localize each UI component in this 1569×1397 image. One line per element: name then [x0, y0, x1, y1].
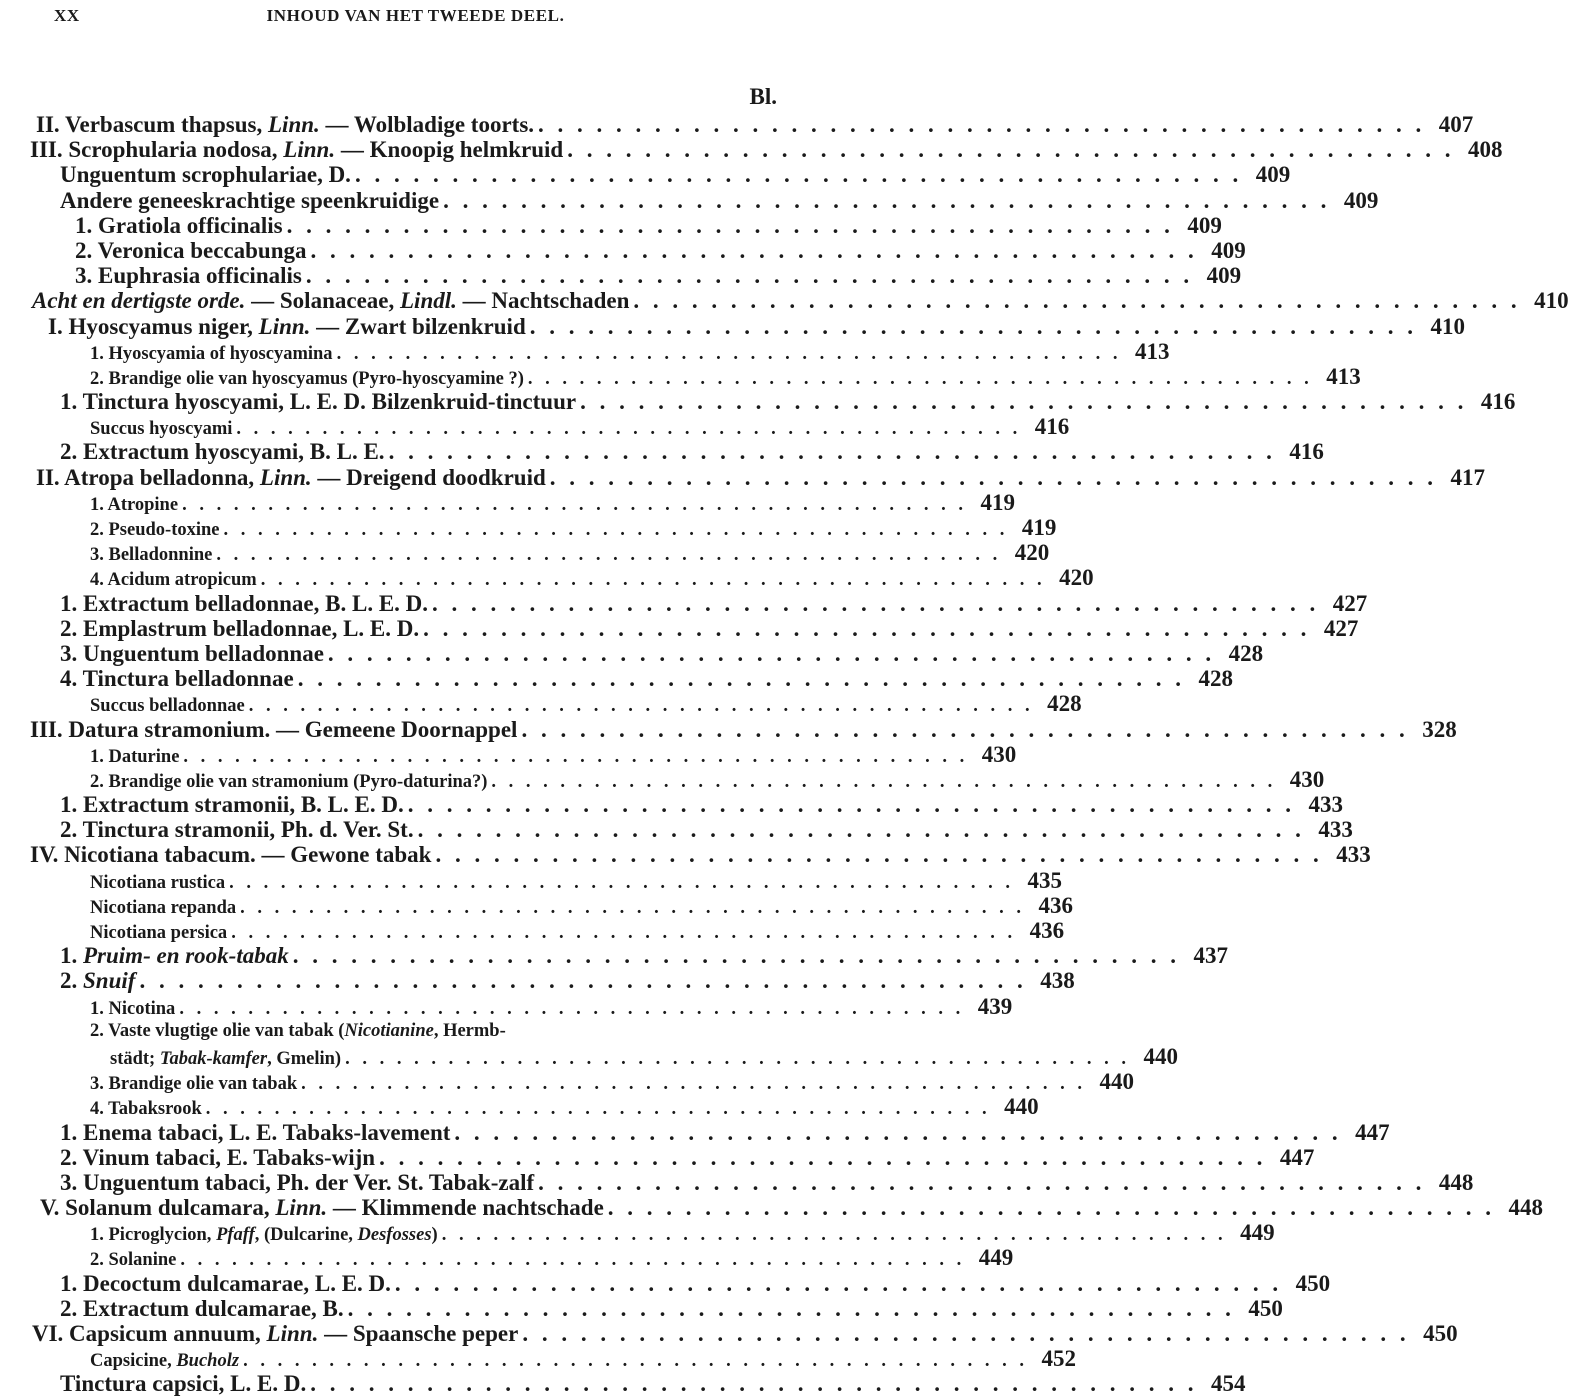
dot-leader: . . . . . . . . . . . . . . . . . . . . . . . . . . . . . . . . . . . . . . . . . . . . . .	[529, 313, 1417, 339]
toc-entry-page: 447	[1355, 1119, 1390, 1145]
dot-leader: . . . . . . . . . . . . . . . . . . . . . . . . . . . . . . . . . . . . . . . . . . . . . .	[223, 520, 1009, 540]
dot-leader: . . . . . . . . . . . . . . . . . . . . . . . . . . . . . . . . . . . . . . . . . . . . . .	[394, 1270, 1283, 1296]
toc-entry	[0, 918, 1065, 943]
toc-entry-text: Bucholz	[176, 1351, 240, 1372]
toc-entry-text: II. Verbascum thapsus,	[36, 112, 268, 137]
toc-entry-text: Linn.	[258, 313, 311, 339]
toc-entry	[0, 1371, 1246, 1397]
dot-leader: . . . . . . . . . . . . . . . . . . . . . . . . . . . . . . . . . . . . . . . . . . . . . .	[432, 590, 1320, 616]
toc-entry-text: 1. Extractum stramonii, B. L. E. D.	[60, 792, 404, 818]
toc-entry-label	[60, 1371, 306, 1396]
toc-entry	[0, 1019, 801, 1044]
toc-entry	[0, 1220, 1275, 1246]
toc-entry	[0, 741, 1017, 767]
toc-entry	[0, 1295, 1283, 1321]
toc-entry-text: 1. Nicotina	[90, 998, 176, 1019]
toc-entry-page: 408	[1467, 137, 1503, 163]
toc-entry-text: III. Datura stramonium. — Gemeene Doornappel	[30, 716, 518, 742]
toc-entry-page: 413	[1134, 338, 1170, 364]
toc-entry-page: 413	[1326, 363, 1361, 389]
toc-entry-page: 448	[1508, 1195, 1544, 1221]
toc-entry-text: 3. Unguentum belladonnae	[60, 640, 324, 666]
table-of-contents	[0, 112, 1569, 1397]
dot-leader: . . . . . . . . . . . . . . . . . . . . . . . . . . . . . . . . . . . . . . . . . . . . . .	[179, 998, 965, 1019]
dot-leader: . . . . . . . . . . . . . . . . . . . . . . . . . . . . . . . . . . . . . . . . . . . . . .	[441, 1225, 1227, 1246]
toc-entry-text: — Zwart bilzenkruid	[310, 313, 526, 339]
dot-leader: . . . . . . . . . . . . . . . . . . . . . . . . . . . . . . . . . . . . . . . . . . . . . .	[240, 897, 1026, 918]
dot-leader: . . . . . . . . . . . . . . . . . . . . . . . . . . . . . . . . . . . . . . . . . . . . . .	[310, 237, 1198, 263]
toc-entry-text: Pfaff	[216, 1225, 255, 1246]
dot-leader: . . . . . . . . . . . . . . . . . . . . . . . . . . . . . . . . . . . . . . . . . . . . . .	[183, 746, 969, 767]
dot-leader: . . . . . . . . . . . . . . . . . . . . . . . . . . . . . . . . . . . . . . . . . . . . . .	[305, 263, 1194, 289]
toc-entry-page: 409	[1343, 187, 1379, 213]
toc-entry-text: — Solanaceae,	[245, 288, 400, 314]
dot-leader: . . . . . . . . . . . . . . . . . . . . . . . . . . . . . . . . . . . . . . . . . . . . . .	[297, 666, 1185, 692]
toc-entry-label	[75, 263, 302, 288]
dot-leader: . . . . . . . . . . . . . . . . . . . . . . . . . . . . . . . . . . . . . . . . . . . . . .	[229, 872, 1015, 893]
toc-entry-page: 428	[1228, 640, 1264, 666]
toc-entry-label	[60, 591, 428, 616]
toc-entry-page: 450	[1295, 1270, 1331, 1296]
toc-entry-text: 2. Brandige olie van hyoscyamus (Pyro-hyoscyamine ?)	[90, 368, 524, 389]
dot-leader: . . . . . . . . . . . . . . . . . . . . . . . . . . . . . . . . . . . . . . . . . . . . . .	[443, 187, 1331, 213]
toc-entry-page: 449	[1240, 1220, 1275, 1246]
toc-entry-page: 419	[980, 489, 1015, 515]
toc-entry-text: , Hermb-	[433, 1020, 506, 1041]
toc-entry-label	[60, 641, 324, 666]
toc-entry-text: IV. Nicotiana tabacum. — Gewone tabak	[30, 842, 432, 868]
dot-leader: . . . . . . . . . . . . . . . . . . . . . . . . . . . . . . . . . . . . . . . . . . . . . .	[607, 1195, 1496, 1221]
toc-entry	[0, 590, 1368, 616]
toc-entry-text: , (Dulcarine,	[254, 1225, 358, 1246]
toc-entry-text: 2.	[60, 968, 83, 994]
toc-entry-text: Unguentum scrophulariae, D.	[60, 162, 351, 188]
toc-entry-label	[60, 666, 294, 691]
toc-entry	[0, 1321, 1458, 1346]
toc-entry-page: 448	[1438, 1169, 1474, 1195]
toc-entry-label	[75, 213, 283, 238]
toc-entry	[0, 414, 1070, 440]
toc-entry-text: Nicotiana persica	[90, 923, 228, 943]
toc-entry-text: Andere geneeskrachtige speenkruidige	[60, 187, 440, 213]
toc-entry-page: 454	[1210, 1371, 1246, 1397]
toc-entry-label	[36, 112, 534, 137]
toc-entry-page: 410	[1534, 288, 1569, 314]
toc-entry-text: Snuif	[83, 968, 136, 994]
toc-entry-label	[30, 137, 563, 162]
toc-entry	[0, 842, 1371, 868]
toc-entry-text: Linn.	[283, 137, 336, 163]
toc-entry	[0, 263, 1242, 289]
toc-entry	[0, 112, 1474, 137]
toc-entry-text: 2. Vinum tabaci, E. Tabaks-wijn	[60, 1144, 376, 1170]
toc-entry-text: — Wolbladige toorts.	[319, 112, 535, 137]
toc-entry-text: 4. Tinctura belladonnae	[60, 666, 294, 692]
dot-leader: . . . . . . . . . . . . . . . . . . . . . . . . . . . . . . . . . . . . . . . . . . . . . .	[423, 615, 1311, 641]
toc-entry-page: 430	[981, 741, 1017, 767]
dot-leader: . . . . . . . . . . . . . . . . . . . . . . . . . . . . . . . . . . . . . . . . . . . . . .	[580, 389, 1468, 415]
toc-entry	[0, 1144, 1315, 1170]
toc-entry-text: Tabak-kamfer	[159, 1048, 268, 1069]
toc-entry-label	[60, 1170, 534, 1195]
toc-entry-page: 430	[1289, 766, 1325, 792]
toc-entry-page: 438	[1040, 968, 1075, 994]
dot-leader: . . . . . . . . . . . . . . . . . . . . . . . . . . . . . . . . . . . . . . . . . . . . . .	[527, 368, 1313, 389]
toc-entry-text: 2. Brandige olie van stramonium (Pyro-daturina?)	[90, 771, 488, 792]
toc-entry-text: 4. Tabaksrook	[90, 1099, 202, 1120]
toc-entry-text: — Dreigend doodkruid	[311, 464, 546, 490]
toc-entry-page: 416	[1034, 414, 1070, 440]
toc-entry-label	[60, 1145, 375, 1170]
toc-entry	[0, 615, 1359, 641]
toc-entry-label	[60, 1120, 450, 1145]
toc-entry-text: )	[431, 1225, 438, 1246]
dot-leader: . . . . . . . . . . . . . . . . . . . . . . . . . . . . . . . . . . . . . . . . . . . . . .	[347, 1295, 1235, 1321]
toc-entry-label	[60, 188, 439, 213]
toc-entry-page: 409	[1206, 263, 1242, 289]
toc-entry-text: 1. Daturine	[90, 746, 180, 767]
dot-leader: . . . . . . . . . . . . . . . . . . . . . . . . . . . . . . . . . . . . . . . . . . . . . .	[454, 1119, 1342, 1145]
toc-entry-text: Acht en dertigste orde.	[32, 288, 246, 314]
toc-entry-text: I. Hyoscyamus niger,	[48, 313, 259, 339]
toc-entry-page: 428	[1047, 691, 1082, 717]
toc-entry-label	[30, 717, 517, 742]
toc-entry-label	[60, 439, 385, 464]
toc-entry-text: 2. Vaste vlugtige olie van tabak (	[90, 1020, 345, 1041]
toc-entry-text: Nicotiana rustica	[90, 872, 226, 893]
toc-entry-text: — Spaansche peper	[318, 1321, 519, 1346]
dot-leader: . . . . . . . . . . . . . . . . . . . . . . . . . . . . . . . . . . . . . . . . . . . . . .	[205, 1099, 991, 1120]
toc-entry	[0, 1346, 1076, 1372]
toc-entry-label	[32, 288, 629, 313]
toc-entry	[0, 1270, 1331, 1296]
dot-leader: . . . . . . . . . . . . . . . . . . . . . . . . . . . . . . . . . . . . . . . . . . . . . .	[216, 545, 1002, 566]
toc-entry-page: 440	[1143, 1043, 1178, 1069]
toc-entry-text: 2. Extractum dulcamarae, B.	[60, 1295, 344, 1321]
toc-entry-label	[48, 314, 526, 339]
toc-entry-page: 419	[1021, 515, 1057, 540]
toc-entry-label	[60, 792, 404, 817]
toc-entry-text: Succus belladonnae	[90, 696, 245, 717]
toc-entry-page: 433	[1336, 842, 1371, 868]
dot-leader: . . . . . . . . . . . . . . . . . . . . . . . . . . . . . . . . . . . . . . . . . . . . . .	[180, 1250, 966, 1271]
toc-entry-text: städt;	[110, 1048, 160, 1069]
toc-entry-text: 1. Hyoscyamia of hyoscyamina	[90, 343, 333, 364]
dot-leader: . . . . . . . . . . . . . . . . . . . . . . . . . . . . . . . . . . . . . . . . . . . . . .	[633, 288, 1521, 314]
toc-entry	[0, 288, 1569, 314]
page-column-label: Bl.	[749, 84, 777, 109]
toc-entry	[0, 338, 1170, 364]
toc-entry-page: 416	[1480, 389, 1516, 415]
toc-entry	[0, 792, 1343, 818]
toc-entry-page: 409	[1187, 212, 1222, 238]
dot-leader: . . . . . . . . . . . . . . . . . . . . . . . . . . . . . . . . . . . . . . . . . . . . . .	[236, 419, 1022, 440]
toc-entry-page: 440	[1004, 1094, 1039, 1120]
toc-entry-label	[75, 238, 307, 263]
toc-entry-text: VI. Capsicum annuum,	[32, 1321, 267, 1346]
toc-entry	[0, 691, 1082, 717]
dot-leader: . . . . . . . . . . . . . . . . . . . . . . . . . . . . . . . . . . . . . . . . . . . . . .	[260, 570, 1046, 591]
toc-entry	[0, 640, 1264, 666]
toc-entry-label	[60, 943, 289, 968]
toc-entry	[0, 817, 1353, 843]
running-header	[54, 6, 777, 36]
dot-leader: . . . . . . . . . . . . . . . . . . . . . . . . . . . . . . . . . . . . . . . . . . . . . .	[538, 1169, 1426, 1195]
toc-entry-page: 440	[1099, 1069, 1134, 1095]
toc-entry	[0, 1195, 1544, 1221]
toc-entry-page: 439	[977, 993, 1013, 1019]
toc-entry	[0, 565, 1094, 591]
dot-leader: . . . . . . . . . . . . . . . . . . . . . . . . . . . . . . . . . . . . . . . . . . . . . .	[139, 968, 1027, 994]
toc-entry-text: 3. Unguentum tabaci, Ph. der Ver. St. Tabak-zalf	[60, 1169, 535, 1195]
toc-entry	[0, 666, 1233, 692]
dot-leader: . . . . . . . . . . . . . . . . . . . . . . . . . . . . . . . . . . . . . . . . . . . . . .	[521, 716, 1409, 742]
toc-entry	[0, 137, 1503, 163]
toc-entry-text: 4. Acidum atropicum	[90, 570, 257, 591]
toc-entry	[0, 313, 1465, 339]
dot-leader: . . . . . . . . . . . . . . . . . . . . . . . . . . . . . . . . . . . . . . . . . . . . . .	[567, 137, 1455, 163]
toc-entry	[0, 389, 1516, 415]
toc-entry-text: Nicotianine	[344, 1020, 434, 1041]
toc-entry-page: 328	[1422, 716, 1457, 742]
toc-entry	[0, 540, 1050, 566]
toc-entry	[0, 1094, 1039, 1120]
toc-entry-page: 427	[1332, 590, 1368, 616]
toc-entry-page: 435	[1027, 867, 1063, 893]
toc-entry-page: 436	[1038, 892, 1074, 918]
toc-entry-page: 433	[1318, 817, 1353, 843]
toc-entry-label	[36, 465, 546, 490]
dot-leader: . . . . . . . . . . . . . . . . . . . . . . . . . . . . . . . . . . . . . . . . . . . . . .	[248, 696, 1034, 717]
dot-leader: . . . . . . . . . . . . . . . . . . . . . . . . . . . . . . . . . . . . . . . . . . . . . .	[491, 771, 1277, 792]
toc-entry-text: 2. Solanine	[90, 1250, 177, 1271]
toc-entry-label	[60, 817, 414, 842]
toc-entry-text: 2. Veronica beccabunga	[75, 237, 307, 263]
toc-entry-text: 1. Tinctura hyoscyami, L. E. D. Bilzenkruid-tinctuur	[60, 389, 577, 415]
toc-entry	[0, 464, 1486, 490]
toc-entry	[0, 1069, 1134, 1095]
toc-entry-page: 427	[1323, 615, 1359, 641]
page-number: XX	[54, 6, 80, 25]
toc-entry-label	[60, 1271, 391, 1296]
toc-entry-text: Tinctura capsici, L. E. D.	[60, 1371, 307, 1397]
toc-entry-page: 416	[1289, 439, 1324, 465]
dot-leader: . . . . . . . . . . . . . . . . . . . . . . . . . . . . . . . . . . . . . . . . . . . . . .	[336, 343, 1122, 364]
toc-entry-label	[90, 1019, 506, 1044]
toc-entry-text: 1.	[60, 943, 83, 969]
toc-entry-page: 409	[1211, 237, 1246, 263]
toc-entry	[0, 1245, 1014, 1271]
toc-entry-text: 1. Atropine	[90, 494, 179, 515]
dot-leader: . . . . . . . . . . . . . . . . . . . . . . . . . . . . . . . . . . . . . . . . . . . . . .	[354, 162, 1243, 188]
toc-entry	[0, 489, 1015, 515]
toc-entry-page: 417	[1450, 464, 1486, 490]
toc-entry-page: 450	[1423, 1321, 1458, 1346]
toc-entry-label	[32, 1321, 518, 1346]
toc-entry-text: Linn.	[259, 464, 312, 490]
toc-entry-text: 1. Enema tabaci, L. E. Tabaks-lavement	[60, 1119, 451, 1145]
toc-entry-text: 3. Belladonnine	[90, 545, 213, 566]
toc-entry-text: 2. Tinctura stramonii, Ph. d. Ver. St.	[60, 817, 414, 843]
toc-entry-text: 1. Extractum belladonnae, B. L. E. D.	[60, 590, 429, 616]
dot-leader: . . . . . . . . . . . . . . . . . . . . . . . . . . . . . . . . . . . . . . . . . . . . . .	[286, 212, 1174, 238]
toc-entry	[0, 766, 1325, 792]
toc-entry	[0, 187, 1379, 213]
toc-entry-text: 1. Picroglycion,	[90, 1225, 217, 1246]
dot-leader: . . . . . . . . . . . . . . . . . . . . . . . . . . . . . . . . . . . . . . . . . . . . . .	[549, 464, 1438, 490]
toc-entry-text: Nicotiana repanda	[90, 897, 237, 918]
toc-entry-page: 436	[1029, 918, 1065, 943]
toc-entry-text: Capsicine,	[90, 1351, 177, 1372]
toc-entry-text: — Nachtschaden	[456, 288, 630, 314]
toc-entry-text: Lindl.	[400, 288, 457, 314]
running-title: INHOUD VAN HET TWEEDE DEEL.	[266, 6, 565, 25]
toc-entry-text: 1. Gratiola officinalis	[75, 212, 283, 238]
toc-entry-text: , Gmelin)	[267, 1048, 342, 1069]
toc-entry	[0, 993, 1013, 1019]
dot-leader: . . . . . . . . . . . . . . . . . . . . . . . . . . . . . . . . . . . . . . . . . . . . . .	[182, 494, 967, 515]
toc-entry-label	[60, 162, 351, 187]
toc-entry	[0, 212, 1222, 238]
dot-leader: . . . . . . . . . . . . . . . . . . . . . . . . . . . . . . . . . . . . . . . . . . . . . .	[310, 1371, 1198, 1397]
toc-entry-page: 452	[1041, 1346, 1076, 1372]
toc-entry-label	[60, 389, 576, 414]
dot-leader: . . . . . . . . . . . . . . . . . . . . . . . . . . . . . . . . . . . . . . . . . . . . . .	[292, 943, 1180, 969]
toc-entry-text: 3. Euphrasia officinalis	[75, 263, 302, 289]
toc-entry-page: 433	[1308, 792, 1343, 818]
toc-entry-text: — Klimmende nachtschade	[327, 1195, 604, 1221]
toc-entry	[0, 716, 1457, 742]
toc-entry-page: 420	[1014, 540, 1050, 566]
toc-entry-label	[60, 1296, 344, 1321]
toc-entry-page: 447	[1279, 1144, 1315, 1170]
toc-entry-page: 420	[1059, 565, 1094, 591]
toc-entry-page: 428	[1198, 666, 1233, 692]
dot-leader: . . . . . . . . . . . . . . . . . . . . . . . . . . . . . . . . . . . . . . . . . . . . . .	[435, 842, 1323, 868]
dot-leader: . . . . . . . . . . . . . . . . . . . . . . . . . . . . . . . . . . . . . . . . . . . . . .	[388, 439, 1276, 465]
toc-entry	[0, 363, 1361, 389]
toc-entry-page: 449	[978, 1245, 1014, 1271]
toc-entry-page: 407	[1438, 112, 1474, 137]
dot-leader: . . . . . . . . . . . . . . . . . . . . . . . . . . . . . . . . . . . . . . . . . . . . . .	[379, 1144, 1267, 1170]
toc-entry-text: Desfosses	[357, 1225, 432, 1246]
toc-entry	[0, 1043, 1178, 1069]
dot-leader: . . . . . . . . . . . . . . . . . . . . . . . . . . . . . . . . . . . . . . . . . . . . . .	[522, 1321, 1410, 1346]
toc-entry-text: Pruim- en rook-tabak	[83, 943, 289, 969]
toc-entry-text: 2. Extractum hyoscyami, B. L. E.	[60, 439, 385, 465]
toc-entry-text: Linn.	[268, 112, 320, 137]
toc-entry-text: 2. Pseudo-toxine	[90, 520, 220, 540]
dot-leader: . . . . . . . . . . . . . . . . . . . . . . . . . . . . . . . . . . . . . . . . . . . . . .	[231, 923, 1017, 943]
dot-leader: . . . . . . . . . . . . . . . . . . . . . . . . . . . . . . . . . . . . . . . . . . . . . .	[327, 640, 1216, 666]
dot-leader: . . . . . . . . . . . . . . . . . . . . . . . . . . . . . . . . . . . . . . . . . . . . . .	[301, 1074, 1086, 1095]
dot-leader: . . . . . . . . . . . . . . . . . . . . . . . . . . . . . . . . . . . . . . . . . . . . . .	[417, 817, 1305, 843]
toc-entry-label	[60, 968, 135, 993]
toc-entry-page: 450	[1248, 1295, 1283, 1321]
toc-entry-label	[30, 842, 431, 867]
dot-leader: . . . . . . . . . . . . . . . . . . . . . . . . . . . . . . . . . . . . . . . . . . . . . .	[345, 1048, 1130, 1069]
toc-entry-text: Succus hyoscyami	[90, 419, 233, 440]
toc-entry-text: Linn.	[266, 1321, 319, 1346]
toc-entry-text: Linn.	[275, 1195, 328, 1221]
dot-leader: . . . . . . . . . . . . . . . . . . . . . . . . . . . . . . . . . . . . . . . . . . . . . .	[538, 112, 1426, 137]
toc-entry-page: 437	[1193, 943, 1228, 969]
toc-entry	[0, 1169, 1474, 1195]
toc-entry	[0, 1119, 1390, 1145]
toc-entry-page: 409	[1255, 162, 1291, 188]
toc-entry-text: 3. Brandige olie van tabak	[90, 1074, 298, 1095]
toc-entry	[0, 943, 1228, 969]
toc-entry-text: 1. Decoctum dulcamarae, L. E. D.	[60, 1270, 391, 1296]
toc-entry-text: V. Solanum dulcamara,	[40, 1195, 276, 1221]
toc-entry	[0, 237, 1246, 263]
toc-entry-page: 410	[1430, 313, 1465, 339]
dot-leader: . . . . . . . . . . . . . . . . . . . . . . . . . . . . . . . . . . . . . . . . . . . . . .	[407, 792, 1295, 818]
toc-entry	[0, 515, 1057, 540]
toc-entry	[0, 867, 1063, 893]
toc-entry-label	[40, 1195, 604, 1220]
dot-leader: . . . . . . . . . . . . . . . . . . . . . . . . . . . . . . . . . . . . . . . . . . . . . .	[243, 1351, 1028, 1372]
toc-entry-text: — Knoopig helmkruid	[335, 137, 564, 163]
toc-entry	[0, 439, 1324, 465]
toc-entry-label	[60, 616, 419, 641]
toc-entry-text: 2. Emplastrum belladonnae, L. E. D.	[60, 615, 420, 641]
toc-entry	[0, 968, 1075, 994]
toc-entry-text: II. Atropa belladonna,	[36, 464, 260, 490]
toc-entry-text: III. Scrophularia nodosa,	[30, 137, 284, 163]
toc-entry	[0, 892, 1074, 918]
toc-entry	[0, 162, 1291, 188]
